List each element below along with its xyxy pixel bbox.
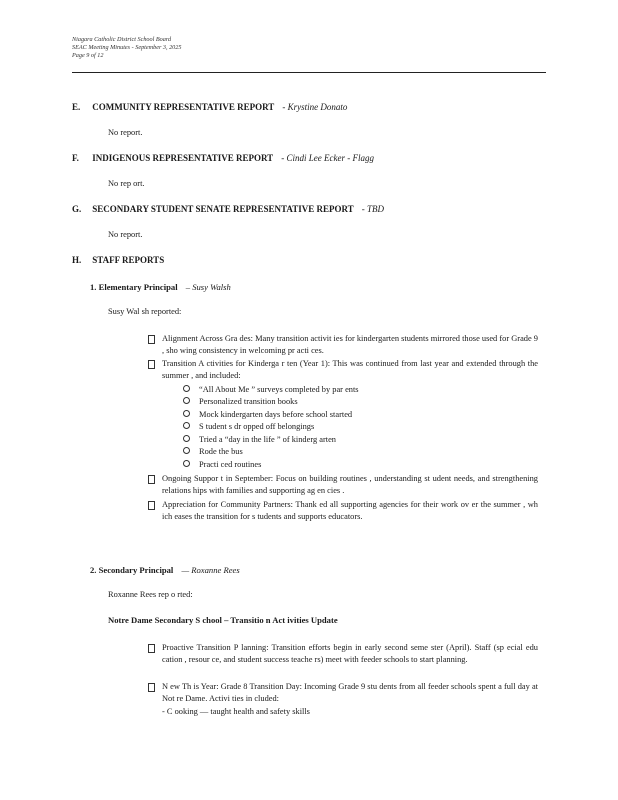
- header-line-3: Page 9 of 12: [72, 52, 104, 59]
- section-person: - Krystine Donato: [282, 102, 348, 112]
- circle-bullet-icon: [183, 447, 190, 454]
- secondary-subhead: Notre Dame Secondary S chool – Transitio n Act ivities Update: [108, 615, 338, 625]
- circle-bullet-icon: [183, 435, 190, 442]
- bullet-marker: [148, 644, 155, 653]
- sub-list-item: [183, 409, 352, 421]
- sub-item-text: “All About Me ” surveys completed by par ents: [199, 385, 359, 394]
- sub-item-text: S tudent s dr opped off belongings: [199, 422, 315, 431]
- header-rule: [72, 72, 546, 73]
- section-g-body: No report.: [108, 230, 143, 239]
- sub-list-item: [183, 459, 261, 471]
- section-letter: H.: [72, 255, 82, 265]
- secondary-tail-line: - C ooking — taught health and safety skills: [162, 707, 310, 716]
- elementary-bullet: [148, 473, 538, 498]
- bullet-marker: [148, 683, 155, 692]
- elementary-heading: [90, 282, 231, 292]
- circle-bullet-icon: [183, 460, 190, 467]
- section-f-body: No rep ort.: [108, 179, 145, 188]
- sub-item-text: Mock kindergarten days before school started: [199, 410, 353, 419]
- sub-item-text: Personalized transition books: [199, 397, 298, 406]
- sub-list-item: [183, 384, 359, 396]
- secondary-reported: Roxanne Rees rep o rted:: [108, 590, 193, 599]
- secondary-bullet: [148, 681, 538, 706]
- bullet-text: Ongoing Suppor t in September: Focus on building routines , understanding st udent needs, and strengthening relations hips with families and supporting ag en cies .: [162, 474, 538, 496]
- bullet-marker: [148, 335, 155, 344]
- sub-list-item: [183, 434, 336, 446]
- running-header: [72, 36, 181, 60]
- section-title: INDIGENOUS REPRESENTATIVE REPORT: [92, 153, 273, 163]
- header-line-2: SEAC Meeting Minutes - September 3, 2025: [72, 44, 182, 51]
- section-f-heading: [72, 153, 374, 163]
- sub-item-text: Rode the bus: [199, 447, 243, 456]
- circle-bullet-icon: [183, 410, 190, 417]
- section-letter: G.: [72, 204, 82, 214]
- elementary-reported: Susy Wal sh reported:: [108, 307, 182, 316]
- section-h-heading: [72, 255, 164, 265]
- section-g-heading: [72, 204, 384, 214]
- sub-item-text: Practi ced routines: [199, 460, 262, 469]
- secondary-heading: [90, 565, 240, 575]
- elementary-bullet: [148, 499, 538, 524]
- sub-item-text: Tried a “day in the life ” of kinderg arten: [199, 435, 336, 444]
- bullet-text: Alignment Across Gra des: Many transition activit ies for kindergarten students mirrored those used for Grade 9 , sho wing consistency in welcoming pr acti ces.: [162, 334, 538, 356]
- secondary-person: — Roxanne Rees: [181, 565, 240, 575]
- sub-list-item: [183, 446, 243, 458]
- elementary-title: 1. Elementary Principal: [90, 282, 178, 292]
- section-person: - Cindi Lee Ecker - Flagg: [281, 153, 374, 163]
- elementary-bullet: [148, 358, 538, 383]
- section-title: SECONDARY STUDENT SENATE REPRESENTATIVE REPORT: [92, 204, 354, 214]
- bullet-marker: [148, 360, 155, 369]
- secondary-title: 2. Secondary Principal: [90, 565, 174, 575]
- section-title: STAFF REPORTS: [92, 255, 165, 265]
- sub-list-item: [183, 396, 298, 408]
- section-title: COMMUNITY REPRESENTATIVE REPORT: [92, 102, 275, 112]
- bullet-text: Appreciation for Community Partners: Thank ed all supporting agencies for their work ov er the summer , wh ich eases the transition for s tudents and supports educators.: [162, 500, 538, 522]
- bullet-marker: [148, 501, 155, 510]
- section-letter: E.: [72, 102, 81, 112]
- bullet-text: Transition A ctivities for Kinderga r ten (Year 1): This was continued from last year and extended through the summer , and included:: [162, 359, 538, 381]
- header-line-1: Niagara Catholic District School Board: [72, 36, 172, 43]
- bullet-marker: [148, 475, 155, 484]
- section-e-body: No report.: [108, 128, 143, 137]
- bullet-text: N ew Th is Year: Grade 8 Transition Day: Incoming Grade 9 stu dents from all feeder schools spent a full day at Not re Dame. Activi ties in cluded:: [162, 682, 538, 704]
- elementary-person: – Susy Walsh: [185, 282, 231, 292]
- section-letter: F.: [72, 153, 79, 163]
- bullet-text: Proactive Transition P lanning: Transition efforts begin in early second seme ster (April). Staff (sp ecial edu cation , resour ce, and student success teache rs) meet with feeder schools to start planning.: [162, 643, 538, 665]
- circle-bullet-icon: [183, 385, 190, 392]
- circle-bullet-icon: [183, 397, 190, 404]
- elementary-bullet: [148, 333, 538, 358]
- sub-list-item: [183, 421, 314, 433]
- secondary-bullet: [148, 642, 538, 667]
- section-person: - TBD: [361, 204, 385, 214]
- circle-bullet-icon: [183, 422, 190, 429]
- section-e-heading: [72, 102, 347, 112]
